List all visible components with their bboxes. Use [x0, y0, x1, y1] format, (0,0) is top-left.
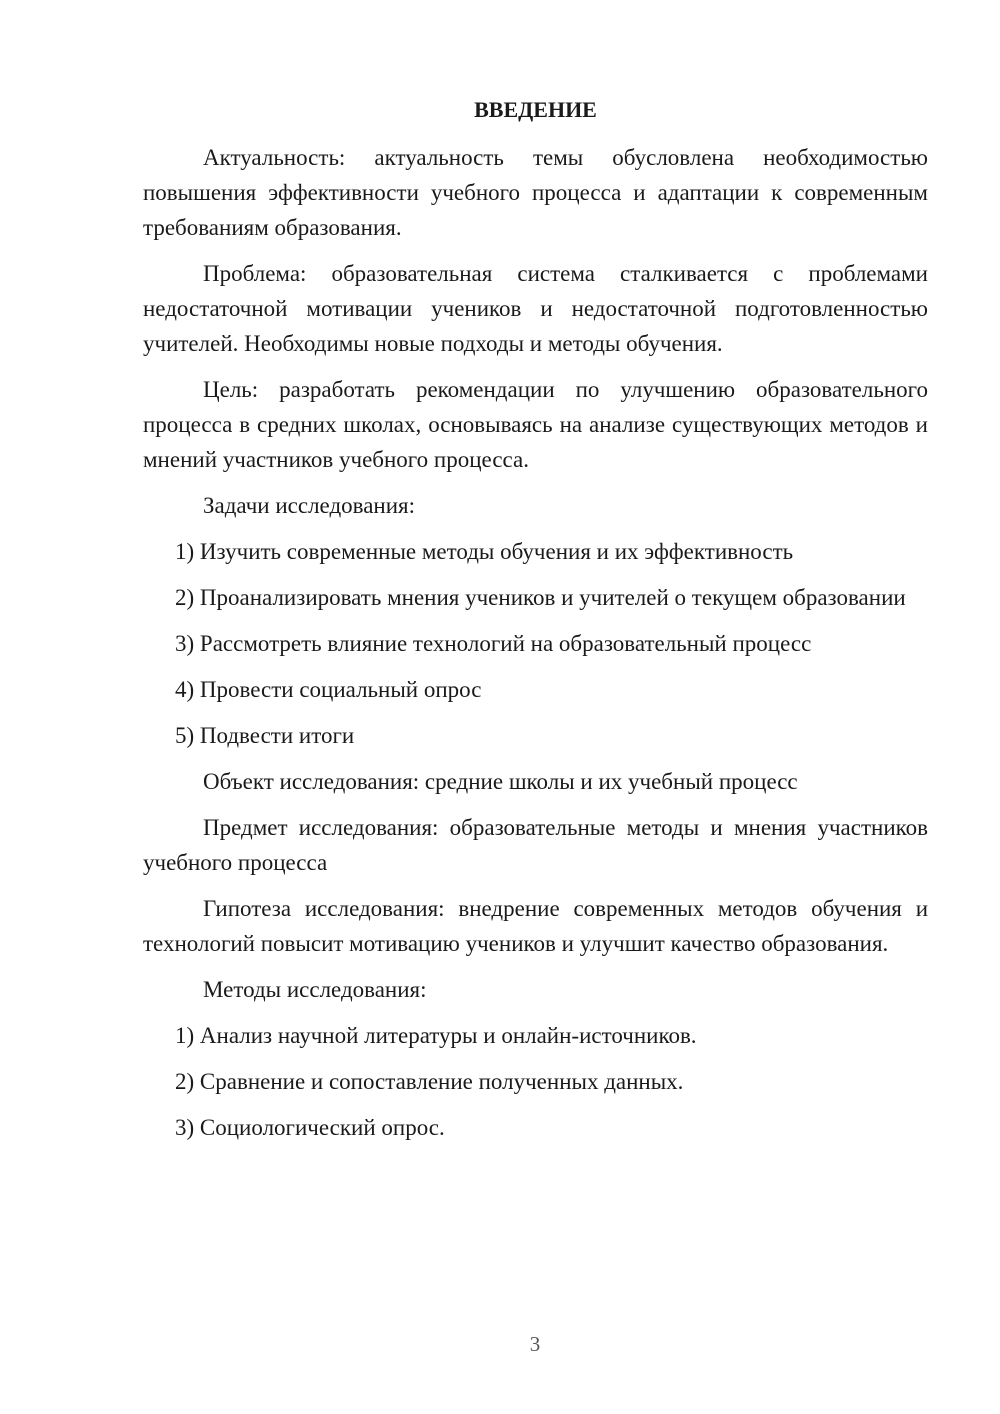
method-item: 2) Сравнение и сопоставление полученных данных.: [175, 1069, 684, 1094]
object-paragraph: Объект исследования: средние школы и их учебный процесс: [203, 769, 798, 794]
subject-paragraph: Предмет исследования: образовательные методы и мнения участников учебного процесса: [143, 815, 928, 875]
goal-paragraph: Цель: разработать рекомендации по улучшению образовательного процесса в средних школах, основываясь на анализе существующих методов и мнений участников учебного процесса.: [143, 377, 928, 472]
tasks-heading: Задачи исследования:: [203, 493, 416, 518]
method-item: 3) Социологический опрос.: [175, 1115, 445, 1140]
relevance-paragraph: Актуальность: актуальность темы обусловлена необходимостью повышения эффективности учебного процесса и адаптации к современным требованиям образования.: [143, 145, 928, 240]
methods-heading: Методы исследования:: [203, 977, 427, 1002]
task-item: 1) Изучить современные методы обучения и их эффективность: [175, 539, 794, 564]
task-item: 4) Провести социальный опрос: [175, 677, 482, 702]
hypothesis-paragraph: Гипотеза исследования: внедрение современных методов обучения и технологий повысит мотивацию учеников и улучшит качество образования.: [143, 896, 928, 956]
task-item: 3) Рассмотреть влияние технологий на образовательный процесс: [175, 631, 812, 656]
section-title: ВВЕДЕНИЕ: [474, 97, 597, 122]
document-body: [143, 92, 928, 1156]
problem-paragraph: Проблема: образовательная система сталкивается с проблемами недостаточной мотивации учеников и недостаточной подготовленностью учителей. Необходимы новые подходы и методы обучения.: [143, 261, 928, 356]
method-item: 1) Анализ научной литературы и онлайн-источников.: [175, 1023, 697, 1048]
task-item: 2) Проанализировать мнения учеников и учителей о текущем образовании: [175, 585, 906, 610]
page-number: 3: [529, 1332, 541, 1356]
task-item: 5) Подвести итоги: [175, 723, 355, 748]
